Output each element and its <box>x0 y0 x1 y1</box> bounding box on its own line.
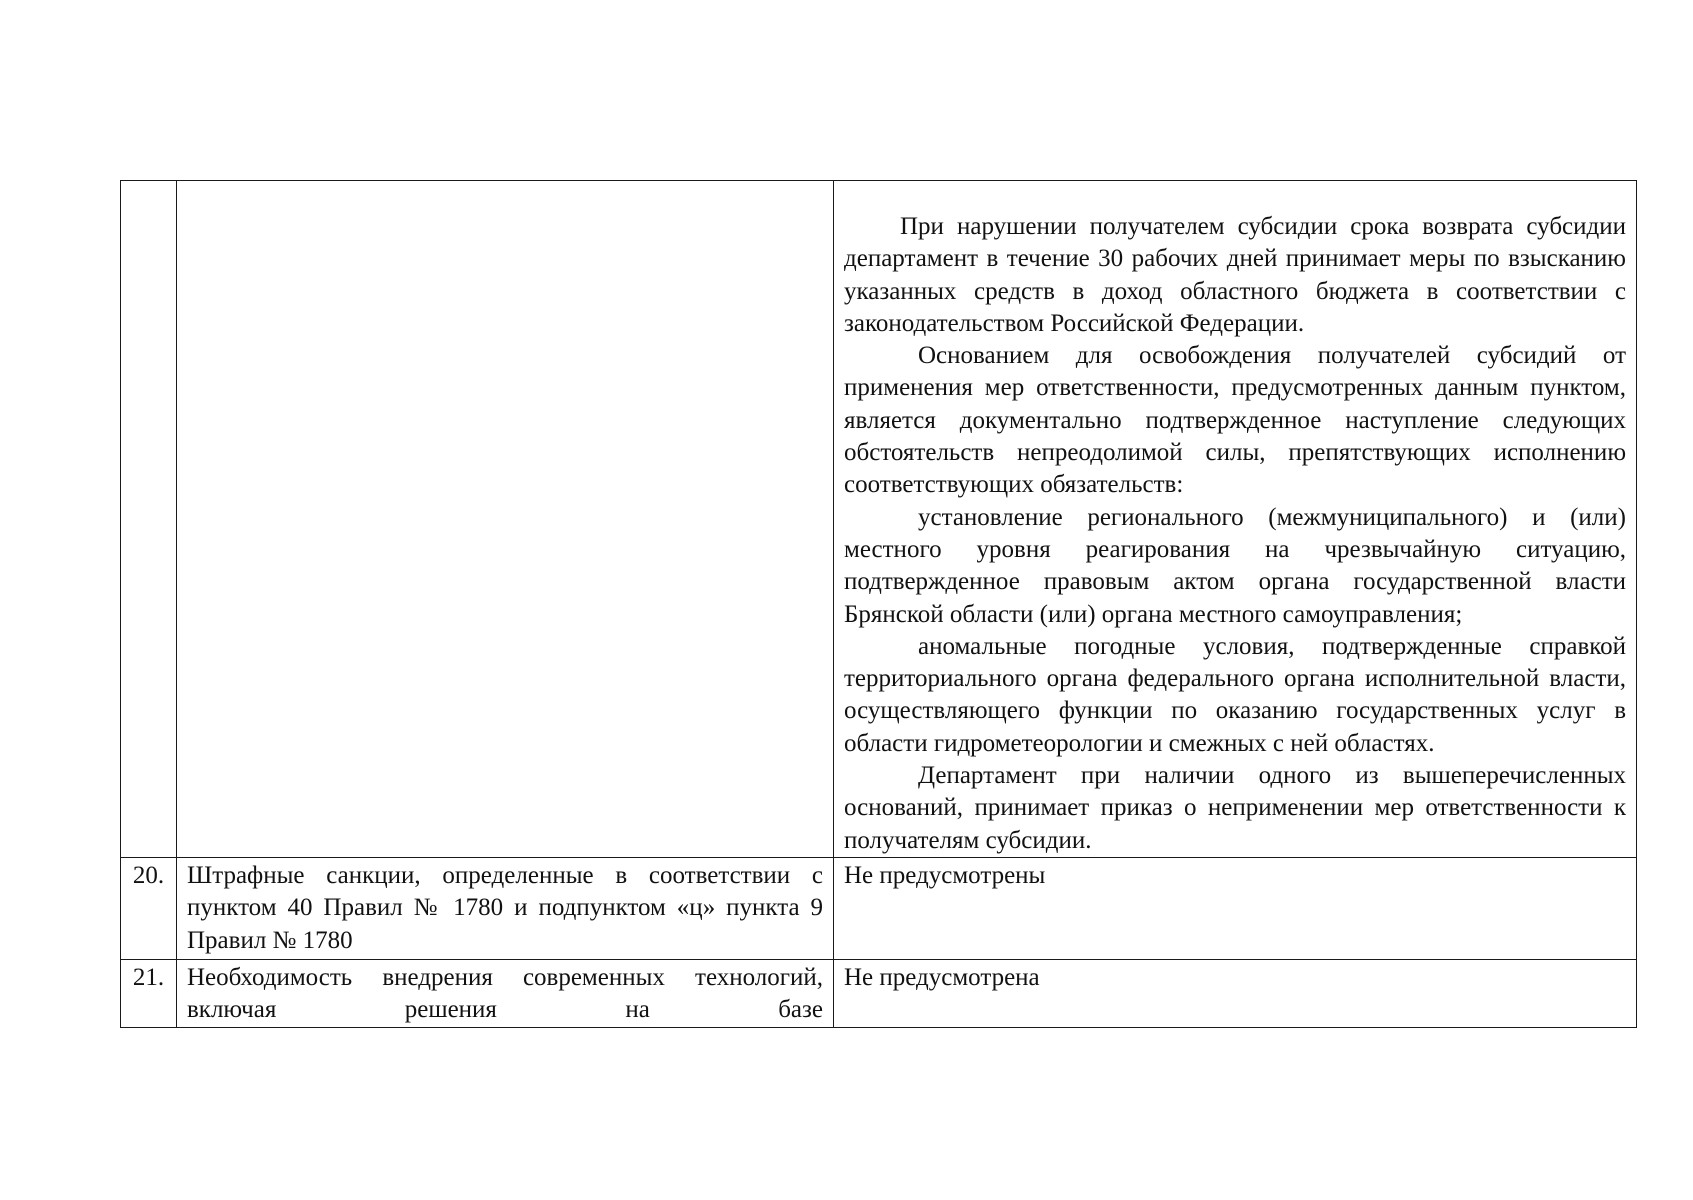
document-table <box>120 180 1637 1028</box>
row-name-cell <box>177 959 834 1027</box>
row-name-cell <box>177 857 834 959</box>
paragraph-weather-condition: аномальные погодные условия, подтвержденные справкой территориального органа федерального органа исполнительной власти, осуществляющего функции по оказанию государственных услуг в области гидрометеорологии и смежных с ней областях. <box>844 632 1626 757</box>
row-name-cell <box>177 181 834 858</box>
row-number-cell <box>121 181 177 858</box>
paragraph-emergency-condition: установление регионального (межмуниципального) и (или) местного уровня реагирования на чрезвычайную ситуацию, подтвержденное правовым актом органа государственной власти Брянской области (или) органа местного самоуправления; <box>844 503 1626 628</box>
row-number-cell: 20. <box>121 857 177 959</box>
table-row <box>121 857 1637 959</box>
row-name-text: Штрафные санкции, определенные в соответствии с пунктом 40 Правил № 1780 и подпунктом «ц» пункта 9 Правил № 1780 <box>187 861 823 954</box>
table-row <box>121 959 1637 1027</box>
paragraph-exemption-basis: Основанием для освобождения получателей субсидий от применения мер ответственности, предусмотренных данным пунктом, является документально подтвержденное наступление следующих обстоятельств непреодолимой силы, препятствующих исполнению соответствующих обязательств: <box>844 342 1626 499</box>
row-value-cell: Не предусмотрены <box>834 857 1637 959</box>
row-value-cell <box>834 181 1637 858</box>
paragraph-department-order: Департамент при наличии одного из вышеперечисленных оснований, принимает приказ о неприменении мер ответственности к получателям субсидии. <box>844 762 1626 854</box>
row-name-text: Необходимость внедрения современных технологий, включая решения на базе <box>187 963 823 1024</box>
row-value-cell: Не предусмотрена <box>834 959 1637 1027</box>
table-row <box>121 181 1637 858</box>
paragraph-penalty-recovery: При нарушении получателем субсидии срока возврата субсидии департамент в течение 30 рабочих дней принимает меры по взысканию указанных средств в доход областного бюджета в соответствии с законодательством Российской Федерации. <box>844 213 1626 337</box>
row-number-cell: 21. <box>121 959 177 1027</box>
